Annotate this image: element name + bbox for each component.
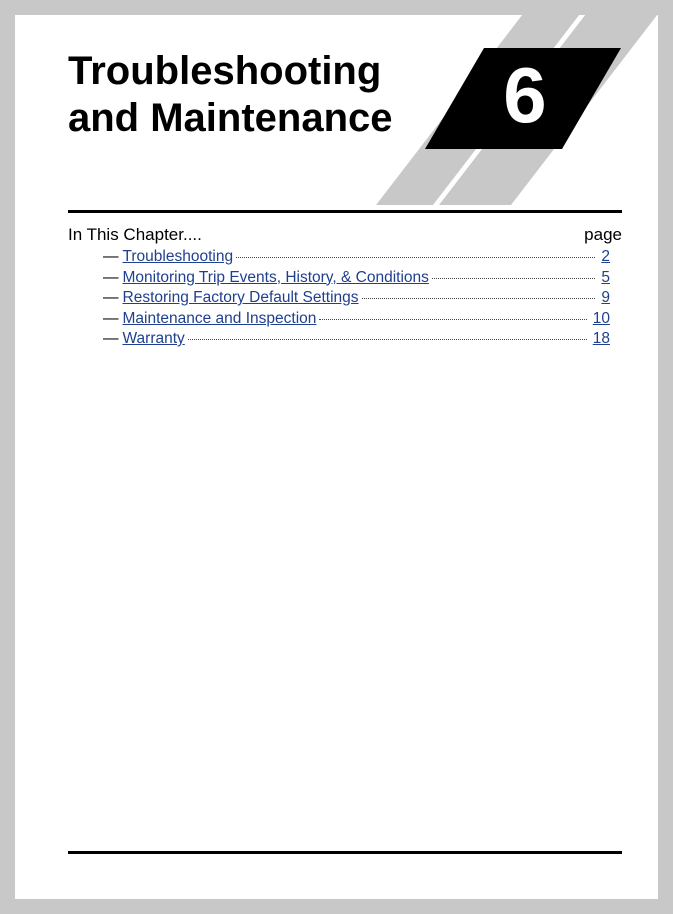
toc-link-maintenance-and-inspection[interactable]: Maintenance and Inspection: [122, 309, 317, 327]
toc-page-link-monitoring-trip-events[interactable]: 5: [601, 268, 610, 286]
toc-leader: [432, 278, 595, 279]
chapter-title-line-2: and Maintenance: [68, 96, 393, 140]
toc-item-monitoring-trip-events: [103, 268, 610, 289]
toc-dash: —: [103, 268, 119, 286]
toc-header: [68, 225, 622, 245]
toc-item-maintenance-and-inspection: [103, 309, 610, 330]
toc-link-troubleshooting[interactable]: Troubleshooting: [122, 248, 234, 265]
chapter-title-line-1: Troubleshooting: [68, 49, 382, 93]
bottom-rule: [68, 851, 622, 854]
toc-page-link-warranty[interactable]: 18: [592, 330, 610, 347]
toc-item-troubleshooting: [103, 247, 610, 268]
toc-dash: —: [103, 248, 119, 265]
toc-link-restoring-factory-defaults[interactable]: Restoring Factory Default Settings: [122, 289, 359, 306]
toc-dash: —: [103, 309, 119, 327]
toc-leader: [362, 298, 596, 299]
toc-item-warranty: [103, 329, 610, 350]
toc-list: [103, 247, 610, 350]
toc-leader: [188, 339, 587, 340]
toc-page-link-maintenance-and-inspection[interactable]: 10: [592, 309, 610, 327]
toc-page-link-restoring-factory-defaults[interactable]: 9: [601, 289, 610, 306]
top-rule: [68, 210, 622, 213]
toc-link-warranty[interactable]: Warranty: [122, 330, 185, 347]
toc-page-link-troubleshooting[interactable]: 2: [601, 248, 610, 265]
toc-leader: [236, 257, 595, 258]
chapter-number: 6: [503, 51, 547, 139]
toc-link-monitoring-trip-events[interactable]: Monitoring Trip Events, History, & Conditions: [122, 268, 429, 286]
toc-dash: —: [103, 330, 119, 347]
toc-heading: In This Chapter....: [68, 225, 202, 244]
toc-dash: —: [103, 289, 119, 306]
chapter-title: [68, 48, 393, 142]
toc-item-restoring-factory-defaults: [103, 288, 610, 309]
toc-page-heading: page: [584, 225, 622, 244]
document-page: [15, 15, 658, 899]
toc-leader: [319, 319, 586, 320]
